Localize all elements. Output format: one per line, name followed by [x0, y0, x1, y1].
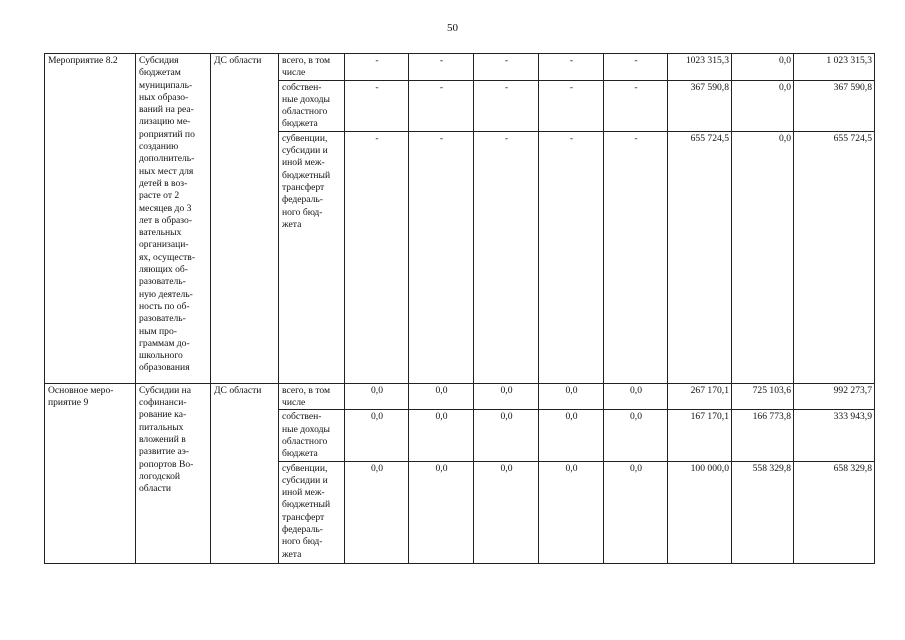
- value-cell: -: [345, 80, 409, 131]
- value-cell: -: [345, 54, 409, 81]
- value-cell: -: [604, 80, 668, 131]
- value-cell: 167 170,1: [668, 410, 732, 461]
- value-cell: -: [409, 54, 474, 81]
- value-cell: 0,0: [732, 131, 794, 383]
- value-cell: -: [604, 54, 668, 81]
- source-cell: субвенции, субсидии и иной меж- бюджетный трансферт федераль- ного бюд- жета: [279, 131, 345, 383]
- value-cell: 558 329,8: [732, 461, 794, 563]
- value-cell: 0,0: [345, 383, 409, 410]
- value-cell: 0,0: [604, 383, 668, 410]
- executor-cell: ДС области: [211, 54, 279, 384]
- value-cell: 725 103,6: [732, 383, 794, 410]
- value-cell: 0,0: [345, 410, 409, 461]
- source-cell: всего, в том числе: [279, 383, 345, 410]
- value-cell: 1023 315,3: [668, 54, 732, 81]
- value-cell: 0,0: [604, 461, 668, 563]
- value-cell: 267 170,1: [668, 383, 732, 410]
- value-cell: -: [539, 131, 604, 383]
- measure-cell: Основное меро- приятие 9: [45, 383, 136, 563]
- value-cell: 0,0: [539, 383, 604, 410]
- value-cell: 166 773,8: [732, 410, 794, 461]
- value-cell: 367 590,8: [668, 80, 732, 131]
- value-cell: -: [539, 54, 604, 81]
- budget-table: [44, 53, 875, 564]
- value-cell: 0,0: [474, 410, 539, 461]
- value-cell: 0,0: [539, 461, 604, 563]
- value-cell: 0,0: [732, 80, 794, 131]
- executor-cell: ДС области: [211, 383, 279, 563]
- description-cell: Субсидия бюджетам муниципаль- ных образо- ваний на реа- лизацию ме- роприятий по созданию дополнитель- ных мест для детей в воз- расте от 2 месяцев до 3 лет в образо- вательных организаци- ях, осуществ- ляющих об- разователь- ную деятель- ность по об- разователь- ным про- граммам до- школьного образования: [136, 54, 211, 384]
- source-cell: всего, в том числе: [279, 54, 345, 81]
- value-cell: -: [345, 131, 409, 383]
- total-cell: 658 329,8: [794, 461, 875, 563]
- value-cell: -: [474, 131, 539, 383]
- value-cell: 0,0: [345, 461, 409, 563]
- value-cell: 0,0: [732, 54, 794, 81]
- total-cell: 655 724,5: [794, 131, 875, 383]
- source-cell: собствен- ные доходы областного бюджета: [279, 410, 345, 461]
- value-cell: -: [409, 131, 474, 383]
- total-cell: 1 023 315,3: [794, 54, 875, 81]
- total-cell: 367 590,8: [794, 80, 875, 131]
- value-cell: 100 000,0: [668, 461, 732, 563]
- value-cell: 655 724,5: [668, 131, 732, 383]
- value-cell: 0,0: [409, 461, 474, 563]
- table-row: [45, 383, 875, 410]
- value-cell: 0,0: [604, 410, 668, 461]
- value-cell: 0,0: [409, 383, 474, 410]
- table-row: [45, 54, 875, 81]
- value-cell: -: [539, 80, 604, 131]
- value-cell: -: [474, 54, 539, 81]
- value-cell: 0,0: [539, 410, 604, 461]
- source-cell: собствен- ные доходы областного бюджета: [279, 80, 345, 131]
- measure-cell: Мероприятие 8.2: [45, 54, 136, 384]
- description-cell: Субсидии на софинанси- рование ка- питальных вложений в развитие аэ- ропортов Во- логодской области: [136, 383, 211, 563]
- value-cell: 0,0: [474, 383, 539, 410]
- total-cell: 992 273,7: [794, 383, 875, 410]
- page-number: 50: [447, 22, 458, 34]
- value-cell: -: [474, 80, 539, 131]
- value-cell: 0,0: [409, 410, 474, 461]
- value-cell: -: [604, 131, 668, 383]
- value-cell: 0,0: [474, 461, 539, 563]
- total-cell: 333 943,9: [794, 410, 875, 461]
- source-cell: субвенции, субсидии и иной меж- бюджетный трансферт федераль- ного бюд- жета: [279, 461, 345, 563]
- value-cell: -: [409, 80, 474, 131]
